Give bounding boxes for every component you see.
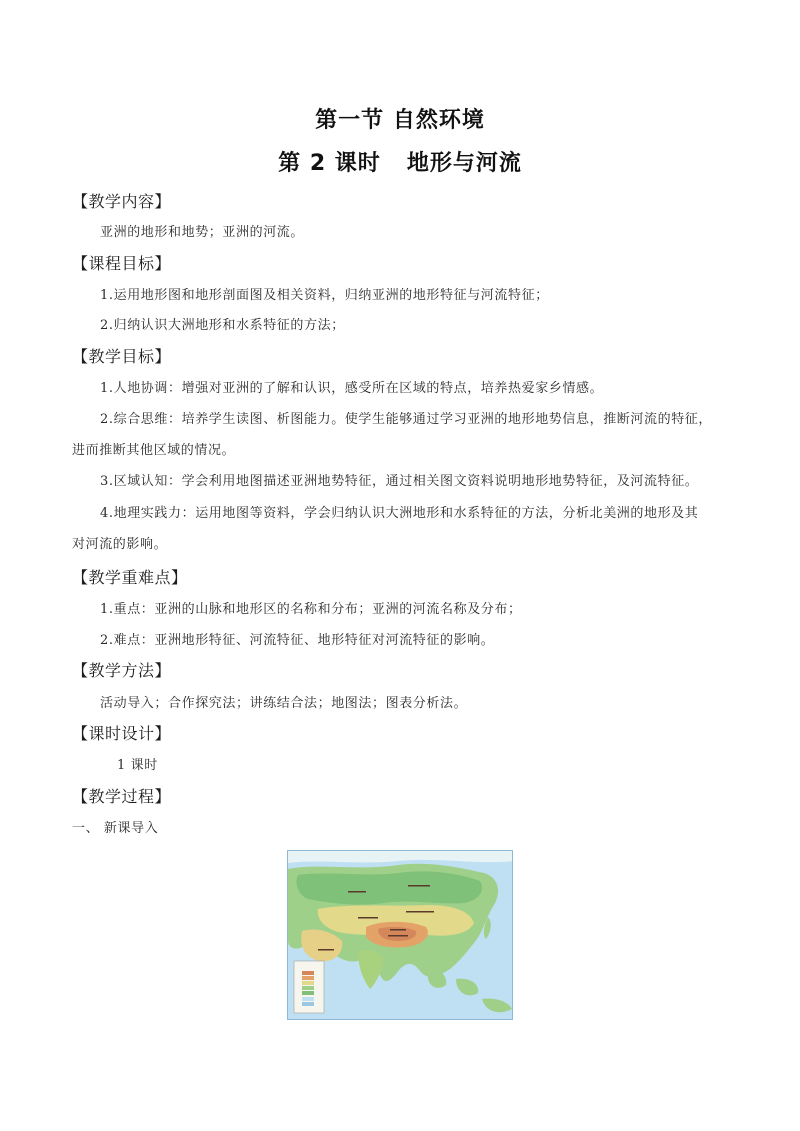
- key-point-item: 1.重点：亚洲的山脉和地形区的名称和分布；亚洲的河流名称及分布；: [100, 602, 522, 617]
- course-goal-item: 2.归纳认识大洲地形和水系特征的方法；: [100, 318, 345, 333]
- section-heading-methods: 【教学方法】: [72, 661, 172, 680]
- section-heading-content: 【教学内容】: [72, 192, 172, 211]
- teaching-goal-item-continued: 对河流的影响。: [72, 537, 168, 552]
- section-heading-lesson-design: 【课时设计】: [72, 724, 172, 743]
- teaching-goal-item: 1.人地协调：增强对亚洲的了解和认识，感受所在区域的特点，培养热爱家乡情感。: [100, 381, 604, 396]
- lesson-topic: 地形与河流: [406, 151, 522, 176]
- course-goal-item: 1.运用地形图和地形剖面图及相关资料，归纳亚洲的地形特征与河流特征；: [100, 288, 549, 303]
- teaching-goal-item: 2.综合思维：培养学生读图、析图能力。使学生能够通过学习亚洲的地形地势信息，推断河流的特征，: [100, 412, 713, 427]
- section-heading-teaching-goals: 【教学目标】: [72, 347, 172, 366]
- section-heading-key-points: 【教学重难点】: [72, 568, 188, 587]
- section-heading-course-goals: 【课程目标】: [72, 254, 172, 273]
- map-graphic: [288, 851, 513, 1020]
- teaching-goal-item-continued: 进而推断其他区域的情况。: [72, 443, 236, 458]
- asia-topographic-map-image: [287, 850, 513, 1020]
- lesson-design-paragraph: 1 课时: [117, 758, 158, 773]
- teaching-goal-item: 3.区域认知：学会利用地图描述亚洲地势特征，通过相关图文资料说明地形地势特征，及河流特征。: [100, 474, 699, 489]
- methods-paragraph: 活动导入；合作探究法；讲练结合法；地图法；图表分析法。: [100, 696, 468, 711]
- content-paragraph: 亚洲的地形和地势；亚洲的河流。: [100, 225, 305, 240]
- teaching-goal-item: 4.地理实践力：运用地图等资料，学会归纳认识大洲地形和水系特征的方法，分析北美洲的地形及其: [100, 506, 699, 521]
- page-title: 第一节 自然环境: [315, 108, 485, 133]
- lesson-subtitle: [0, 146, 800, 177]
- section-heading-process: 【教学过程】: [72, 787, 172, 806]
- lesson-number: 第 2 课时: [278, 151, 381, 176]
- process-step-intro: 一、 新课导入: [72, 821, 159, 836]
- key-point-item: 2.难点：亚洲地形特征、河流特征、地形特征对河流特征的影响。: [100, 633, 495, 648]
